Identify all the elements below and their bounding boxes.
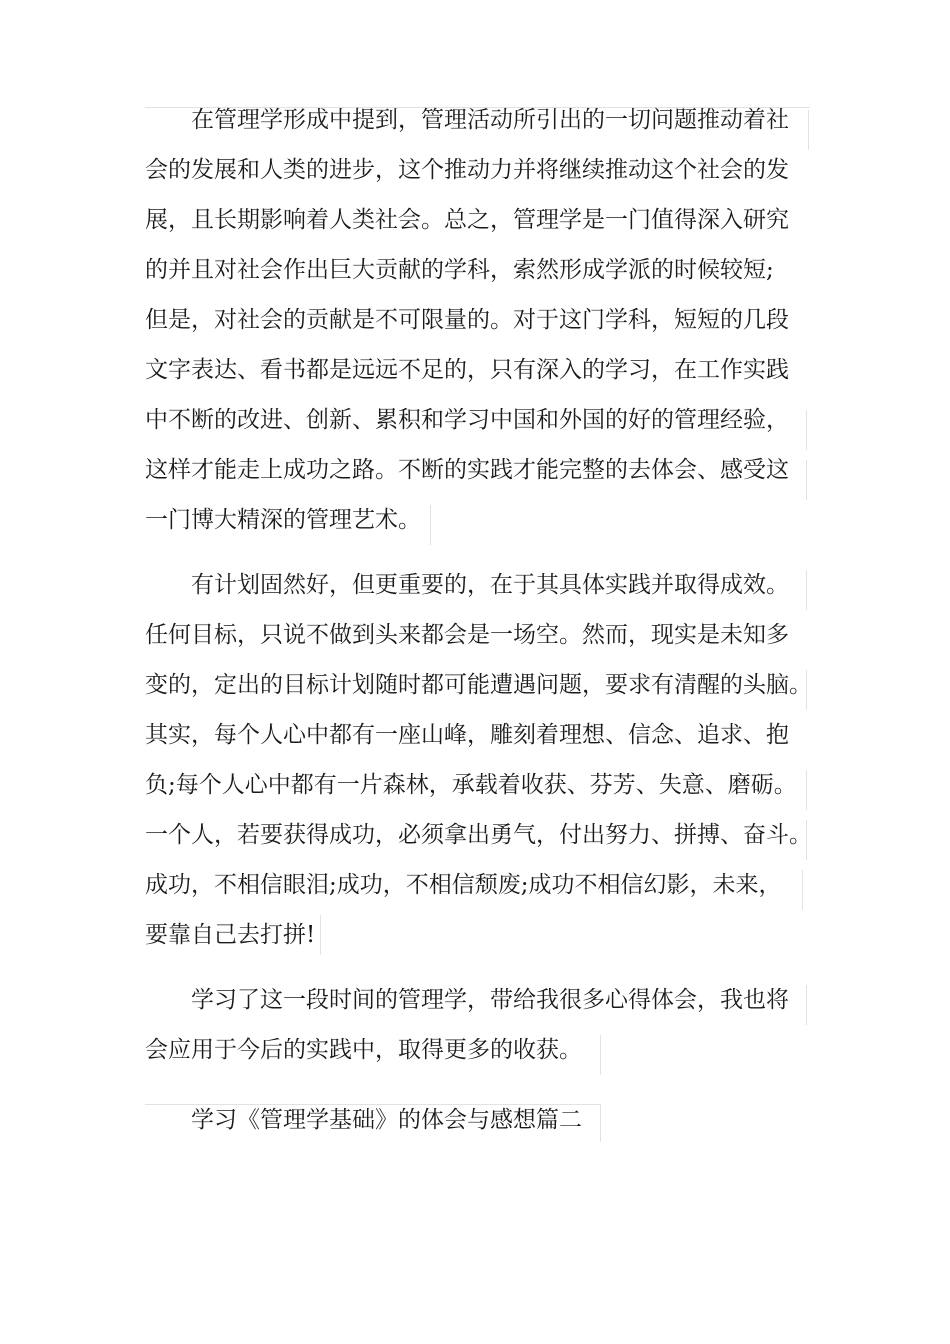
paragraph-line: 负;每个人心中都有一片森林，承载着收获、芬芳、失意、磨砺。 — [145, 772, 797, 798]
paragraph-line: 要靠自己去打拼! — [145, 922, 316, 948]
paragraph-line: 但是，对社会的贡献是不可限量的。对于这门学科，短短的几段 — [145, 307, 789, 333]
right-margin-mark — [806, 985, 807, 1025]
paragraph-line: 中不断的改进、创新、累积和学习中国和外国的好的管理经验， — [145, 407, 789, 433]
paragraph-line: 变的，定出的目标计划随时都可能遭遇问题，要求有清醒的头脑。 — [145, 672, 812, 698]
paragraph-line: 的并且对社会作出巨大贡献的学科，索然形成学派的时候较短; — [145, 257, 774, 283]
paragraph-line: 会应用于今后的实践中，取得更多的收获。 — [145, 1037, 582, 1063]
right-margin-mark — [806, 570, 807, 610]
right-margin-mark — [600, 1104, 601, 1142]
right-margin-mark — [806, 770, 807, 810]
paragraph-line: 成功，不相信眼泪;成功，不相信颓废;成功不相信幻影，未来， — [145, 872, 782, 898]
paragraph-line: 有计划固然好，但更重要的，在于其具体实践并取得成效。 — [191, 572, 789, 598]
paragraph-line: 学习了这一段时间的管理学，带给我很多心得体会，我也将 — [191, 987, 789, 1013]
right-margin-mark — [806, 410, 807, 450]
paragraph-line: 任何目标，只说不做到头来都会是一场空。然而，现实是未知多 — [145, 622, 789, 648]
section-heading-line: 学习《管理学基础》的体会与感想篇二 — [191, 1107, 582, 1133]
right-margin-mark — [320, 915, 321, 955]
paragraph-line: 一个人，若要获得成功，必须拿出勇气，付出努力、拼搏、奋斗。 — [145, 822, 812, 848]
right-margin-mark — [806, 460, 807, 500]
right-margin-mark — [802, 870, 803, 910]
paragraph-line: 这样才能走上成功之路。不断的实践才能完整的去体会、感受这 — [145, 457, 789, 483]
paragraph-line: 文字表达、看书都是远远不足的，只有深入的学习，在工作实践 — [145, 357, 789, 383]
paragraph-line: 一门博大精深的管理艺术。 — [145, 507, 421, 533]
paragraph-line: 会的发展和人类的进步，这个推动力并将继续推动这个社会的发 — [145, 157, 789, 183]
right-margin-mark — [600, 1035, 601, 1075]
paragraph-line: 在管理学形成中提到，管理活动所引出的一切问题推动着社 — [191, 107, 789, 133]
paragraph-line: 其实，每个人心中都有一座山峰，雕刻着理想、信念、追求、抱 — [145, 722, 789, 748]
paragraph-line: 展，且长期影响着人类社会。总之，管理学是一门值得深入研究 — [145, 207, 789, 233]
right-margin-mark — [808, 110, 809, 150]
right-margin-mark — [430, 505, 431, 545]
